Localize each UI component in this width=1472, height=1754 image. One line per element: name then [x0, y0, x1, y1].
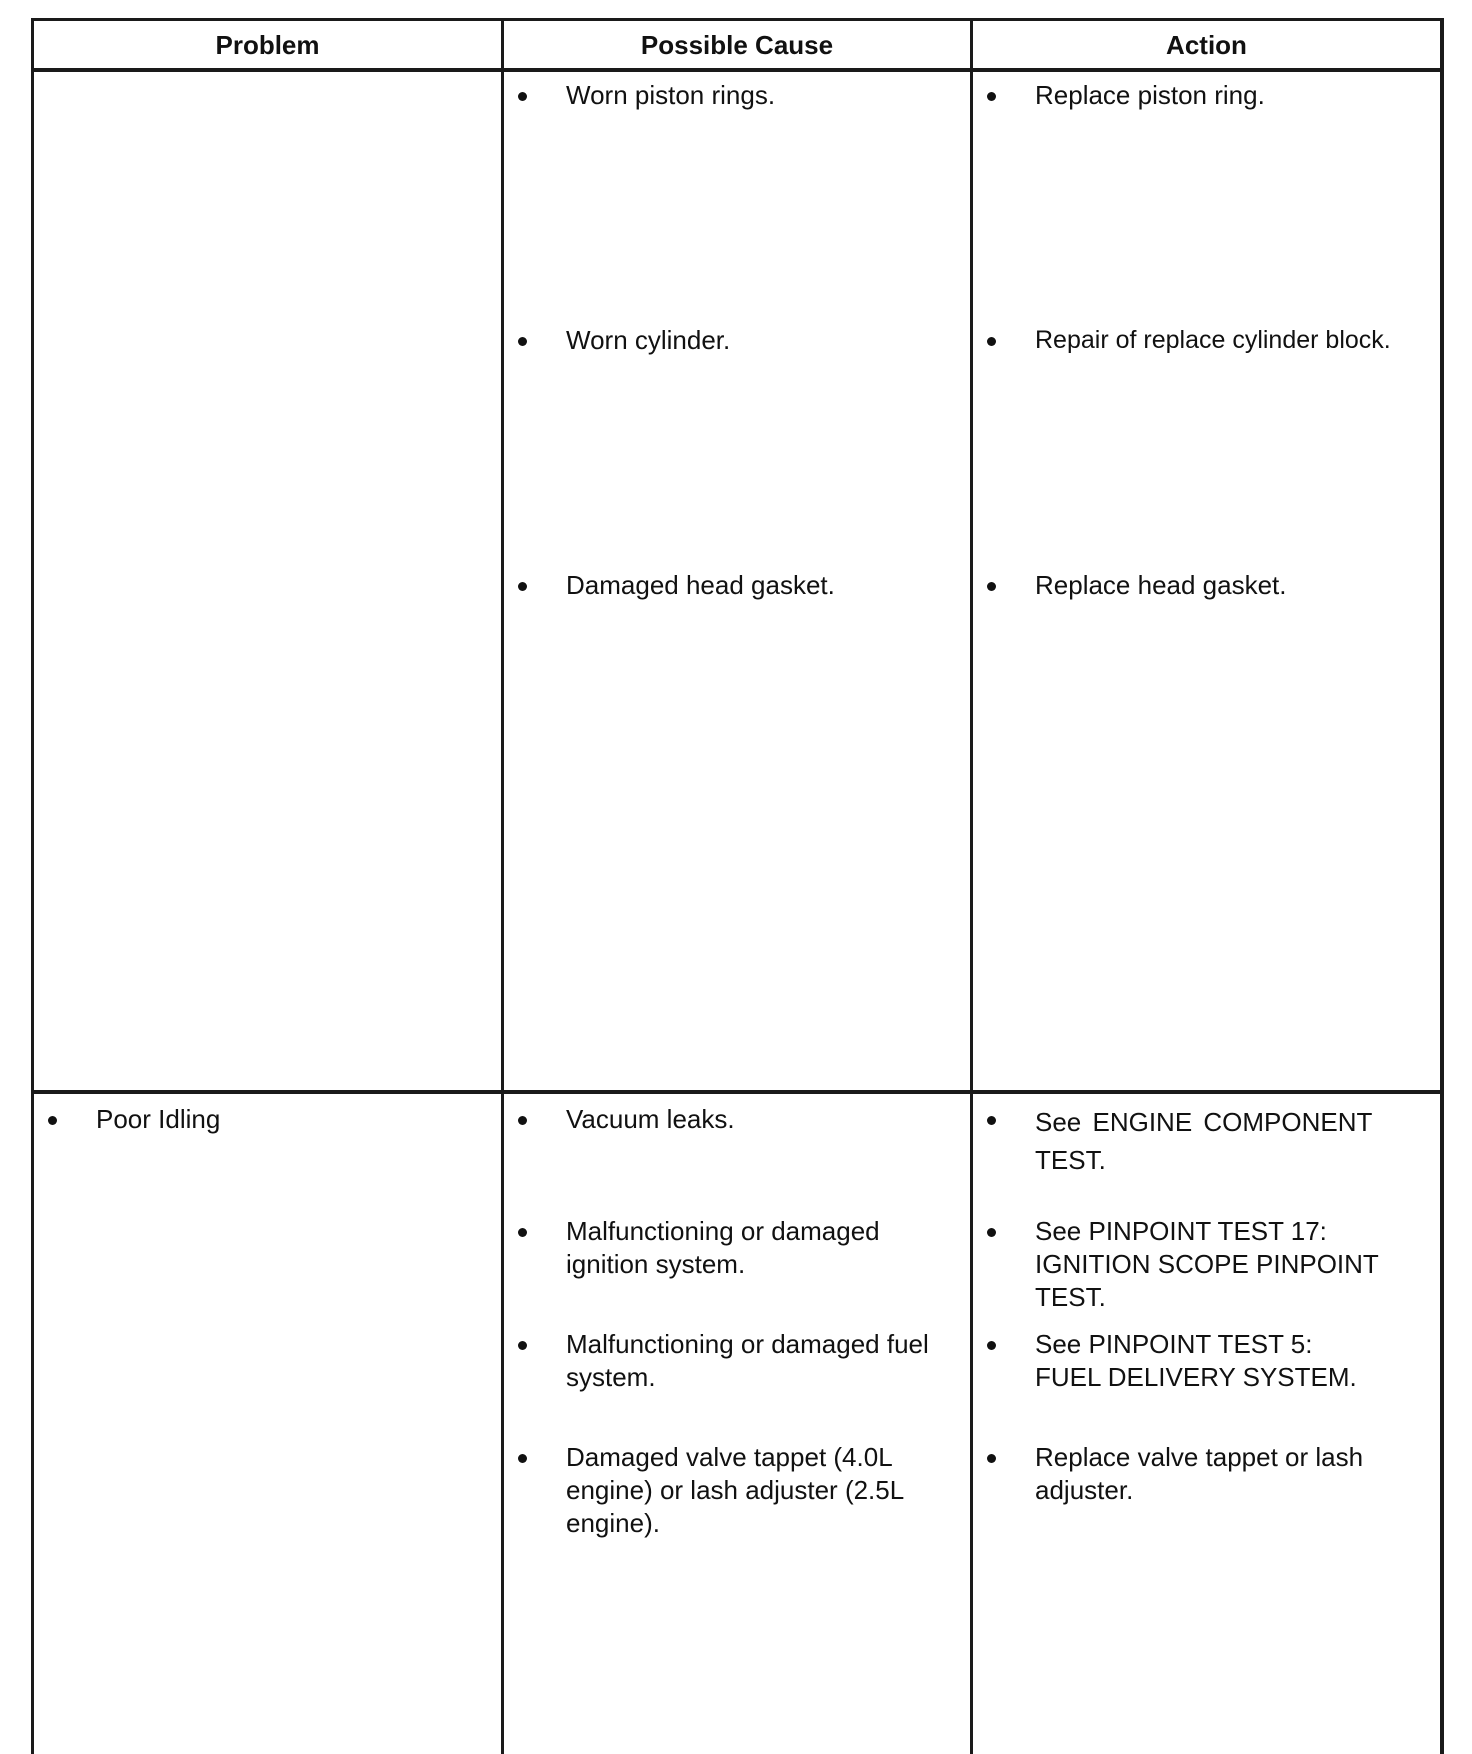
cause-worn-cylinder: Worn cylinder. [566, 325, 731, 355]
cause-damaged-head-gasket: Damaged head gasket. [566, 570, 835, 600]
row-divider [31, 1090, 1444, 1094]
bullet-icon [518, 1341, 527, 1350]
bullet-icon [987, 337, 996, 346]
bullet-icon [987, 1454, 996, 1463]
action-repair-cylinder-block: Repair of replace cylinder block. [1035, 326, 1391, 354]
cause-valve-tappet: Damaged valve tappet (4.0L engine) or lash adjuster (2.5L engine). [566, 1442, 904, 1538]
bullet-icon [518, 1454, 527, 1463]
cause-fuel-system: Malfunctioning or damaged fuel system. [566, 1329, 929, 1392]
action-pinpoint-test-17: See PINPOINT TEST 17: IGNITION SCOPE PINPOINT TEST. [1035, 1216, 1379, 1312]
header-problem: Problem [215, 30, 320, 60]
column-divider-1 [501, 18, 504, 1754]
bullet-icon [518, 1116, 527, 1125]
table-left-border [31, 18, 34, 1754]
bullet-icon [987, 582, 996, 591]
action-pinpoint-test-5: See PINPOINT TEST 5: FUEL DELIVERY SYSTEM. [1035, 1329, 1357, 1392]
bullet-icon [987, 1341, 996, 1350]
header-possible-cause: Possible Cause [640, 30, 834, 60]
bullet-icon [518, 92, 527, 101]
header-bottom-border [31, 68, 1444, 72]
bullet-icon [518, 337, 527, 346]
action-replace-piston-ring: Replace piston ring. [1035, 80, 1265, 110]
problem-poor-idling: Poor Idling [96, 1104, 221, 1134]
table-right-border [1440, 18, 1444, 1754]
action-replace-head-gasket: Replace head gasket. [1035, 570, 1287, 600]
bullet-icon [518, 582, 527, 591]
cause-ignition-system: Malfunctioning or damaged ignition system. [566, 1216, 880, 1279]
action-engine-component-test: See ENGINE COMPONENT TEST. [1035, 1107, 1372, 1175]
bullet-icon [987, 1116, 996, 1125]
column-divider-2 [970, 18, 973, 1754]
cause-worn-piston-rings: Worn piston rings. [566, 80, 776, 110]
cause-vacuum-leaks: Vacuum leaks. [566, 1104, 735, 1134]
bullet-icon [518, 1228, 527, 1237]
bullet-icon [987, 1228, 996, 1237]
table-top-border [31, 18, 1444, 21]
bullet-icon [987, 92, 996, 101]
bullet-icon [48, 1116, 57, 1125]
action-replace-valve-tappet: Replace valve tappet or lash adjuster. [1035, 1442, 1364, 1505]
header-action: Action [1166, 30, 1247, 60]
